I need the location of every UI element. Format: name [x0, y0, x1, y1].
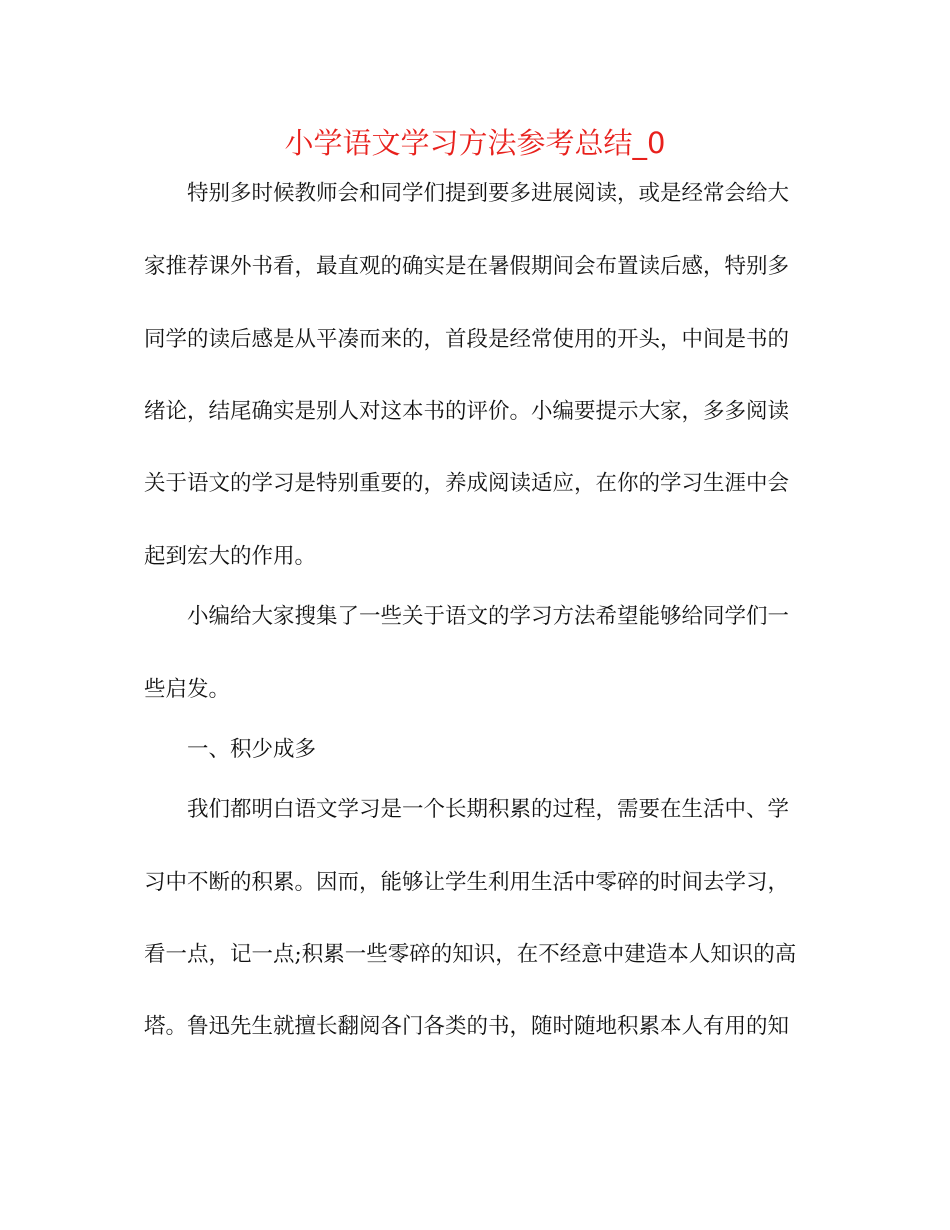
- paragraph-line: 起到宏大的作用。: [144, 544, 317, 569]
- paragraph-line: 小编给大家搜集了一些关于语文的学习方法希望能够给同学们一: [187, 604, 790, 629]
- paragraph-line: 我们都明白语文学习是一个长期积累的过程，需要在生活中、学: [187, 797, 790, 822]
- paragraph-line: 些启发。: [144, 677, 231, 702]
- document-title: 小学语文学习方法参考总结_0: [284, 126, 666, 160]
- paragraph-line: 特别多时候教师会和同学们提到要多进展阅读，或是经常会给大: [187, 181, 790, 206]
- paragraph-line: 关于语文的学习是特别重要的，养成阅读适应，在你的学习生涯中会: [144, 471, 790, 496]
- paragraph-line: 同学的读后感是从平凑而来的，首段是经常使用的开头，中间是书的: [144, 327, 790, 352]
- paragraph-line: 习中不断的积累。因而，能够让学生利用生活中零碎的时间去学习，: [144, 870, 790, 895]
- paragraph-line: 绪论，结尾确实是别人对这本书的评价。小编要提示大家，多多阅读: [144, 399, 790, 424]
- paragraph-line: 塔。鲁迅先生就擅长翻阅各门各类的书，随时随地积累本人有用的知: [144, 1014, 790, 1039]
- section-heading: 一、积少成多: [187, 737, 317, 762]
- paragraph-line: 看一点，记一点;积累一些零碎的知识，在不经意中建造本人知识的高: [144, 942, 797, 967]
- paragraph-line: 家推荐课外书看，最直观的确实是在暑假期间会布置读后感，特别多: [144, 254, 790, 279]
